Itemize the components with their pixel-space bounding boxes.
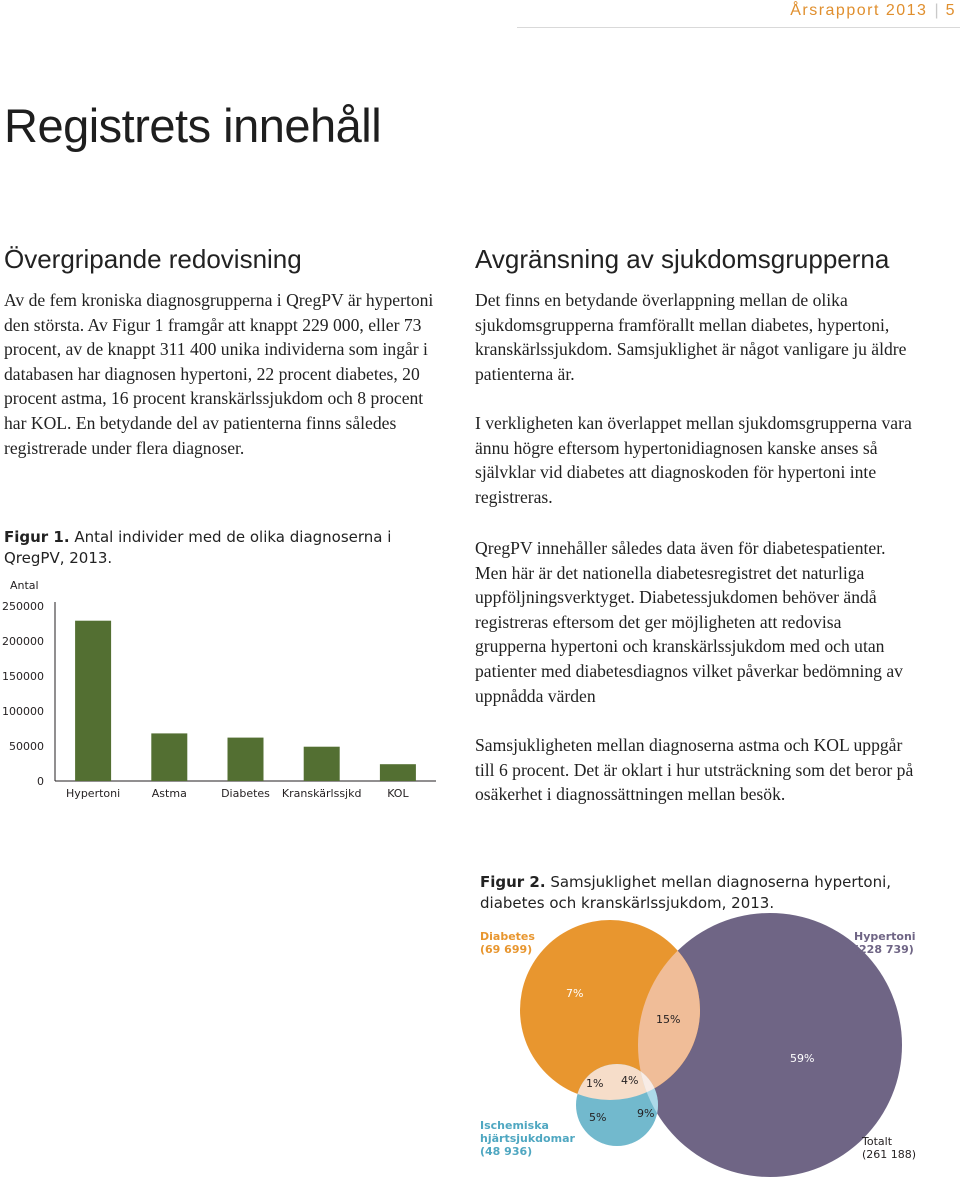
chart-x-tick-label: Hypertoni — [66, 787, 121, 800]
venn-pct-diabetes-only: 7% — [566, 987, 584, 1000]
venn-label-hypertoni-count: (228 739) — [854, 943, 914, 956]
delimitation-paragraph-4: Samsjukligheten mellan diagnoserna astma och KOL uppgår till 6 procent. Det är oklart i hur utsträckning som det beror på osäkerhet i diagnossättningen mellan besök. — [475, 735, 914, 805]
venn-pct-ischemic-only: 5% — [589, 1111, 607, 1124]
venn-label-ischemic-count: (48 936) — [480, 1145, 533, 1158]
venn-pct-hypertoni-ischemic: 9% — [637, 1107, 655, 1120]
venn-pct-diabetes-hypertoni: 15% — [656, 1013, 681, 1026]
chart-x-tick-label: Diabetes — [221, 787, 270, 800]
venn-label-hypertoni — [854, 930, 916, 956]
chart-y-tick-label: 200000 — [2, 635, 44, 648]
venn-label-diabetes-name: Diabetes — [480, 930, 535, 943]
venn-label-total-count: (261 188) — [862, 1148, 917, 1161]
delimitation-paragraph-2: I verkligheten kan överlappet mellan sjukdomsgrupperna vara ännu högre eftersom hypertonidiagnosen kanske anses så självklar vid diabetes att diagnoskoden för hypertoni inte registreras. — [475, 413, 912, 507]
venn-label-total-name: Totalt — [862, 1135, 893, 1148]
venn-label-diabetes — [480, 930, 535, 956]
venn-label-ischemic-name-1: Ischemiska — [480, 1119, 549, 1132]
venn-pct-all-three: 4% — [621, 1074, 639, 1087]
delimitation-paragraph-3: QregPV innehåller således data även för diabetespatienter. Men här är det nationella diabetesregistret det naturliga uppföljningsverktyget. Diabetessjukdomen behöver ändå registreras eftersom det ger möjligheten att redovisa grupperna hypertoni och kranskärlssjukdom med och utan patienter med diabetesdiagnos vilket påverkar bedömning av uppnådda värden — [475, 538, 903, 706]
figure2-label: Figur 2. — [480, 873, 546, 891]
chart-y-axis-label: Antal — [10, 579, 39, 592]
delimitation-paragraph-1: Det finns en betydande överlappning mellan de olika sjukdomsgrupperna framförallt mellan diabetes, hypertoni, kranskärlssjukdom. Samsjuklighet är något vanligare ju äldre patienterna är. — [475, 290, 907, 384]
figure2-caption-text: Samsjuklighet mellan diagnoserna hypertoni, diabetes och kranskärlssjukdom, 2013. — [480, 873, 892, 912]
overview-paragraph: Av de fem kroniska diagnosgrupperna i QregPV är hypertoni den största. Av Figur 1 framgår att knappt 229 000, eller 73 procent, av de knappt 311 400 unika individerna som ingår i databasen har diagnosen hypertoni, 22 procent diabetes, 20 procent astma, 16 procent kranskärlssjukdom och 8 procent har KOL. En betydande del av patienterna finns således registrerade under flera diagnoser. — [4, 290, 434, 458]
venn-label-ischemic — [480, 1119, 575, 1158]
report-title: Årsrapport 2013 — [790, 2, 928, 19]
venn-pct-diabetes-ischemic: 1% — [586, 1077, 604, 1090]
chart-y-tick-label: 150000 — [2, 670, 44, 683]
chart-y-tick-label: 50000 — [9, 740, 44, 753]
chart-x-tick-label: KOL — [387, 787, 409, 800]
chart-y-tick-label: 250000 — [2, 600, 44, 613]
figure1-caption-text: Antal individer med de olika diagnoserna i QregPV, 2013. — [4, 528, 392, 567]
venn-label-total — [862, 1135, 916, 1161]
venn-label-hypertoni-name: Hypertoni — [854, 930, 916, 943]
figure1-label: Figur 1. — [4, 528, 70, 546]
venn-label-ischemic-name-2: hjärtsjukdomar — [480, 1132, 575, 1145]
venn-label-diabetes-count: (69 699) — [480, 943, 533, 956]
section-title-delimitation: Avgränsning av sjukdomsgrupperna — [475, 244, 890, 274]
chart-x-tick-label: Kranskärlssjkd — [281, 787, 362, 800]
chart-y-tick-label: 100000 — [2, 705, 44, 718]
venn-pct-hypertoni-only: 59% — [790, 1052, 815, 1065]
chart-y-tick-label: 0 — [37, 775, 44, 788]
page-number: 5 — [945, 2, 956, 19]
running-head-separator: | — [934, 2, 939, 19]
page-title: Registrets innehåll — [4, 99, 382, 152]
chart-x-tick-label: Astma — [151, 787, 187, 800]
section-title-overview: Övergripande redovisning — [4, 244, 302, 274]
